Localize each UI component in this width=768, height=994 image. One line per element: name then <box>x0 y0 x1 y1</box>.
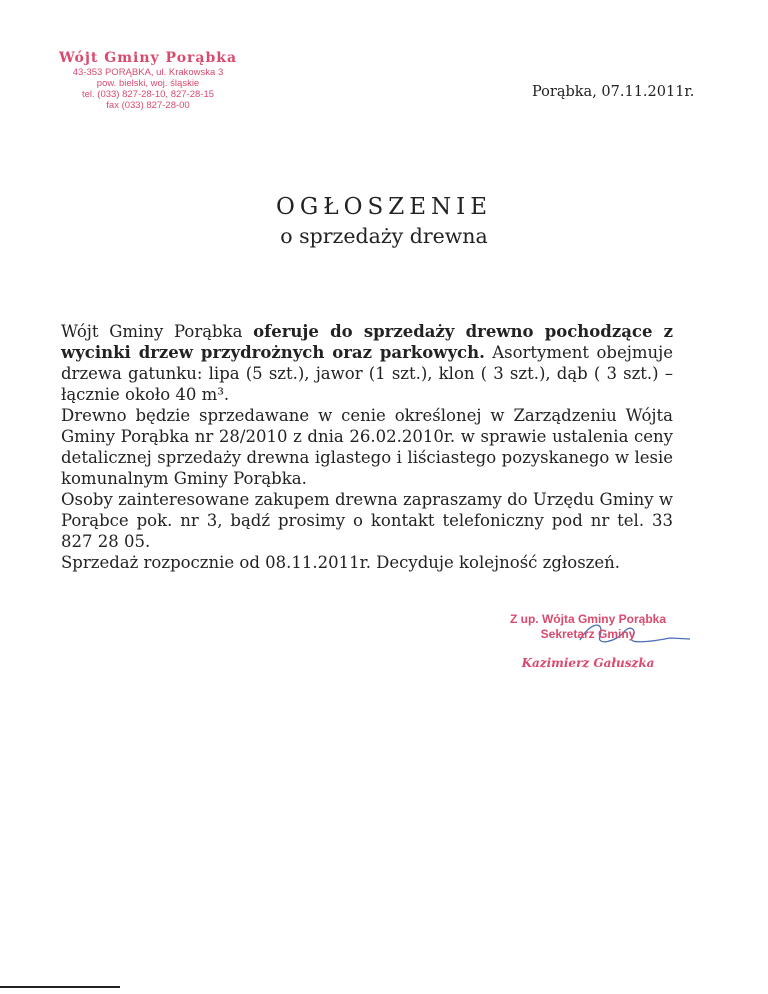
stamp-region: pow. bielski, woj. śląskie <box>96 78 200 89</box>
place-date: Porąbka, 07.11.2011r. <box>532 84 695 100</box>
announcement-title: OGŁOSZENIE <box>276 194 492 220</box>
stamp-title: Wójt Gminy Porąbka <box>58 50 238 66</box>
announcement-subtitle: o sprzedaży drewna <box>280 224 488 248</box>
signature-stamp <box>488 612 688 671</box>
offer-intro: Wójt Gminy Porąbka <box>61 322 254 341</box>
stamp-address: 43-353 PORĄBKA, ul. Krakowska 3 <box>72 67 224 78</box>
offer-bold: oferuje do sprzedaży drewno pochodzące z wycinki drzew przydrożnych oraz parkowych. <box>61 322 673 362</box>
offer-assortment: Asortyment obejmuje drzewa gatunku: lipa (5 szt.), jawor (1 szt.), klon ( 3 szt.), dąb ( 3 szt.) – łącznie około 40 m³. <box>61 343 673 404</box>
paragraph-start: Sprzedaż rozpocznie od 08.11.2011r. Decyduje kolejność zgłoszeń. <box>61 553 620 572</box>
office-stamp <box>48 50 248 111</box>
paragraph-price: Drewno będzie sprzedawane w cenie określonej w Zarządzeniu Wójta Gminy Porąbka nr 28/2010 z dnia 26.02.2010r. w sprawie ustalenia ceny detalicznej sprzedaży drewna iglastego i liściastego pozyskanego w lesie komunalnym Gminy Porąbka. <box>61 406 673 488</box>
announcement-heading <box>0 192 768 250</box>
paragraph-offer <box>61 321 673 405</box>
scan-edge-mark <box>0 986 120 988</box>
stamp-fax: fax (033) 827-28-00 <box>106 100 190 111</box>
paragraph-contact: Osoby zainteresowane zakupem drewna zapraszamy do Urzędu Gminy w Porąbce pok. nr 3, bądź prosimy o kontakt telefoniczny pod nr tel. 33 827 28 05. <box>61 490 673 551</box>
signature-line-2: Sekretarz Gminy <box>540 627 636 641</box>
stamp-phone: tel. (033) 827-28-10, 827-28-15 <box>81 89 215 100</box>
announcement-body <box>61 321 673 573</box>
signature-name: Kazimierz Gałuszka <box>521 656 655 670</box>
signature-line-1: Z up. Wójta Gminy Porąbka <box>509 612 667 626</box>
